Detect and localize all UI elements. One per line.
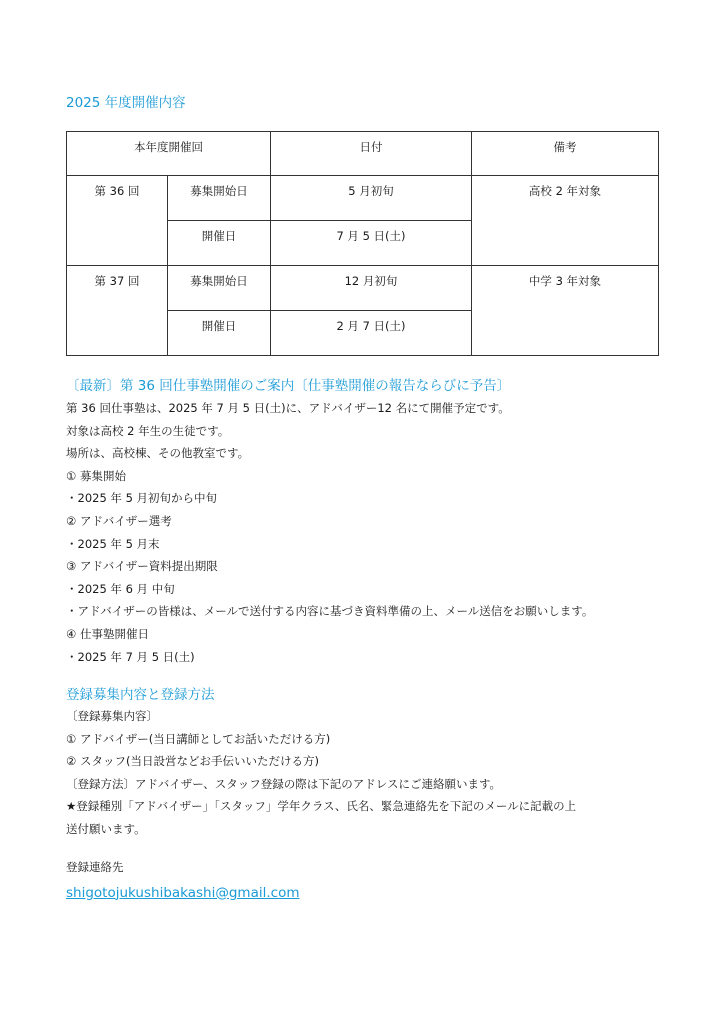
- sub-label-cell: 募集開始日: [168, 266, 271, 311]
- text-line: ・2025 年 6 月 中旬: [66, 581, 175, 596]
- text-line: 〔登録募集内容〕: [66, 709, 158, 723]
- text-line: ・2025 年 5 月初旬から中旬: [66, 491, 218, 506]
- table-header: 日付: [271, 132, 472, 176]
- table-row: [67, 266, 659, 311]
- text-line: 場所は、高校棟、その他教室です。: [66, 446, 250, 461]
- table-header-row: [67, 132, 659, 176]
- register-section: [66, 683, 666, 841]
- text-line: ② スタッフ(当日設営などお手伝いいただける方): [66, 754, 319, 769]
- date-cell: 2 月 7 日(土): [271, 311, 472, 356]
- latest-section: [66, 374, 666, 668]
- date-cell: 7 月 5 日(土): [271, 221, 472, 266]
- contact-email-link[interactable]: shigotojukushibakashi@gmail.com: [66, 884, 300, 901]
- sub-label-cell: 開催日: [168, 311, 271, 356]
- sub-label-cell: 開催日: [168, 221, 271, 266]
- session-cell: 第 37 回: [67, 266, 168, 356]
- text-line: ③ アドバイザー資料提出期限: [66, 559, 218, 574]
- text-line: 対象は高校 2 年生の生徒です。: [66, 423, 230, 438]
- text-line: 〔登録方法〕アドバイザー、スタッフ登録の際は下記のアドレスにご連絡願います。: [66, 776, 502, 791]
- register-heading: 登録募集内容と登録方法: [66, 687, 215, 703]
- note-cell: 中学 3 年対象: [472, 266, 659, 356]
- note-cell: 高校 2 年対象: [472, 176, 659, 266]
- sub-label-cell: 募集開始日: [168, 176, 271, 221]
- text-line: ② アドバイザー選考: [66, 513, 172, 528]
- page-title: 2025 年度開催内容: [66, 95, 186, 111]
- text-line: 送付願います。: [66, 821, 146, 836]
- contact-section: [66, 856, 299, 901]
- text-line: ① 募集開始: [66, 468, 126, 483]
- latest-heading: 〔最新〕第 36 回仕事塾開催のご案内〔仕事塾開催の報告ならびに予告〕: [66, 378, 511, 394]
- table-row: [67, 176, 659, 221]
- date-cell: 12 月初旬: [271, 266, 472, 311]
- text-line: ① アドバイザー(当日講師としてお話いただける方): [66, 731, 331, 746]
- schedule-table: [66, 131, 659, 356]
- date-cell: 5 月初旬: [271, 176, 472, 221]
- text-line: ④ 仕事塾開催日: [66, 626, 149, 641]
- text-line: ・2025 年 7 月 5 日(土): [66, 649, 195, 664]
- table-header: 備考: [472, 132, 659, 176]
- text-line: ・アドバイザーの皆様は、メールで送付する内容に基づき資料準備の上、メール送信をお願いします。: [66, 604, 594, 619]
- text-line: ★登録種別「アドバイザー」「スタッフ」学年クラス、氏名、緊急連絡先を下記のメールに記載の上: [66, 799, 577, 814]
- table-header: 本年度開催回: [67, 132, 271, 176]
- session-cell: 第 36 回: [67, 176, 168, 266]
- contact-label: 登録連絡先: [66, 860, 124, 874]
- text-line: 第 36 回仕事塾は、2025 年 7 月 5 日(土)に、アドバイザー12 名にて開催予定です。: [66, 401, 510, 415]
- text-line: ・2025 年 5 月末: [66, 536, 160, 551]
